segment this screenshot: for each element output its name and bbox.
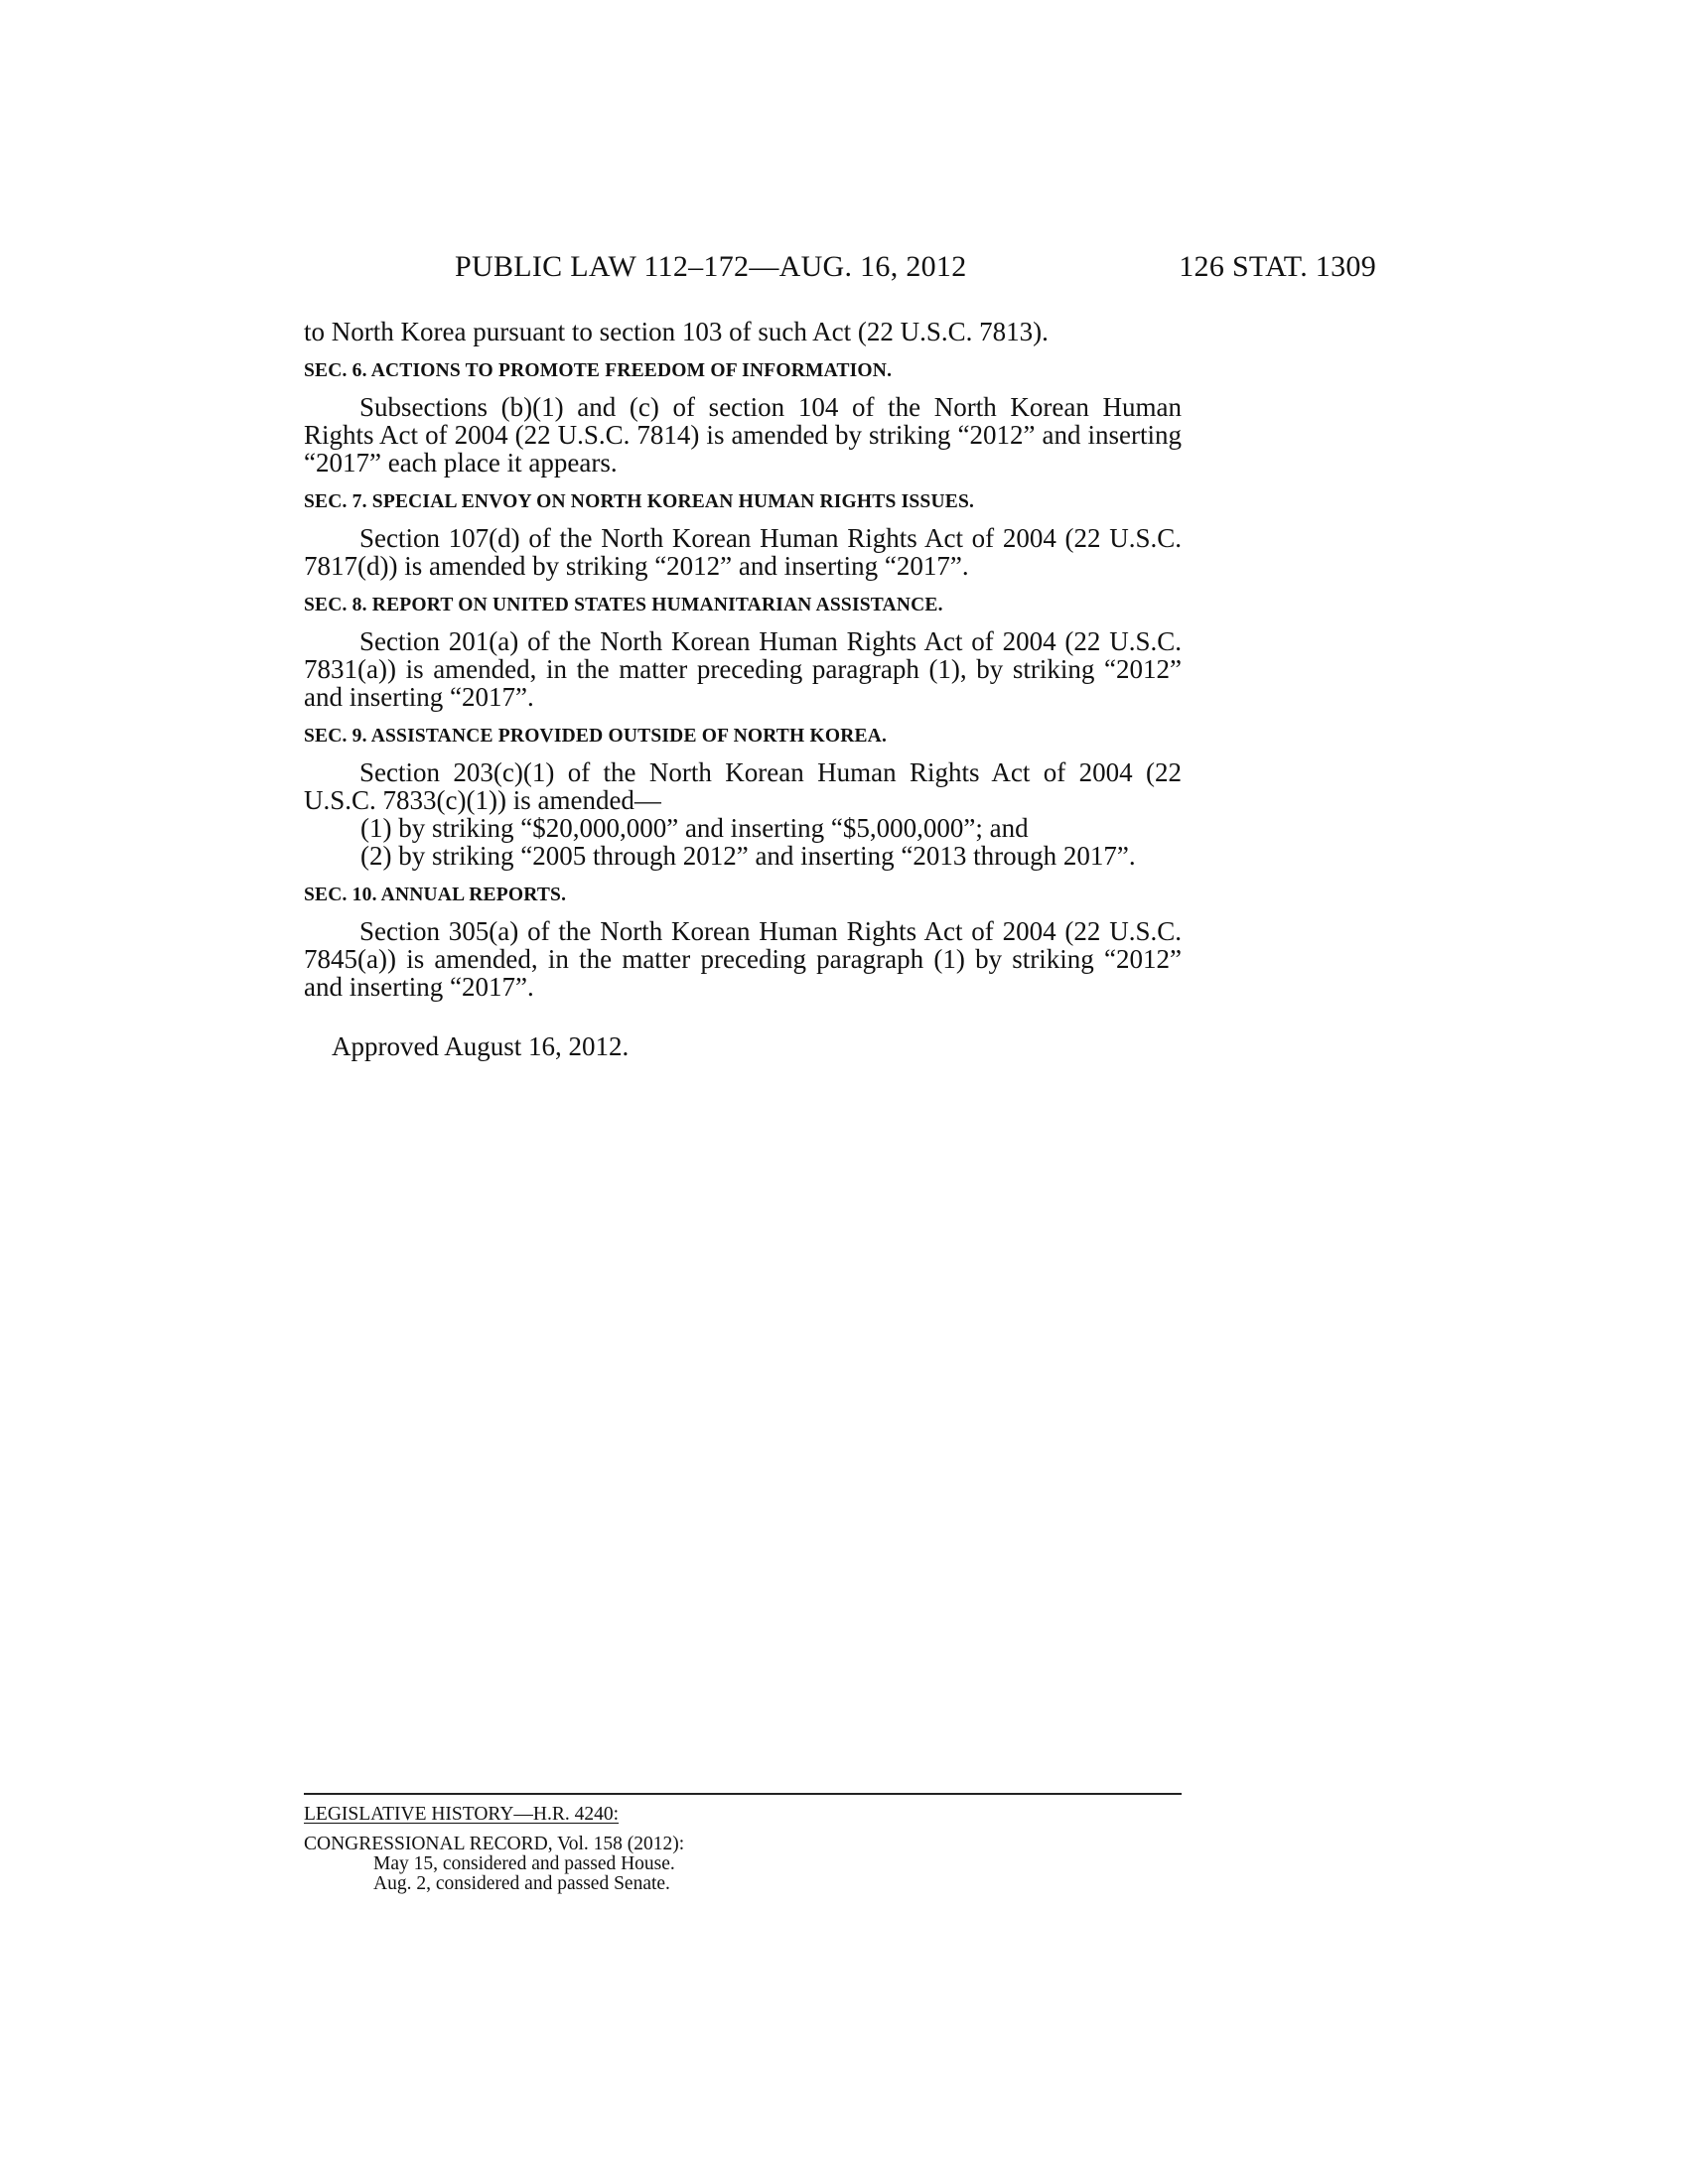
main-text-column bbox=[304, 318, 1182, 1060]
section-heading: SEC. 6. ACTIONS TO PROMOTE FREEDOM OF INFORMATION. bbox=[304, 360, 893, 381]
approval-date: Approved August 16, 2012. bbox=[332, 1031, 630, 1061]
legislative-history bbox=[304, 1805, 1182, 1894]
legislative-history-rule bbox=[304, 1793, 1182, 1795]
section-6 bbox=[304, 359, 1182, 477]
public-law-citation: PUBLIC LAW 112–172—AUG. 16, 2012 bbox=[455, 250, 967, 283]
legislative-history-title: LEGISLATIVE HISTORY—H.R. 4240: bbox=[304, 1804, 620, 1825]
congressional-record-line: CONGRESSIONAL RECORD, Vol. 158 (2012): bbox=[304, 1834, 685, 1854]
section-heading: SEC. 10. ANNUAL REPORTS. bbox=[304, 885, 567, 905]
history-entry: Aug. 2, considered and passed Senate. bbox=[373, 1873, 670, 1894]
statute-page-number: 126 STAT. 1309 bbox=[1179, 250, 1376, 283]
history-entry: May 15, considered and passed House. bbox=[373, 1853, 675, 1874]
section-text: Section 203(c)(1) of the North Korean Human Rights Act of 2004 (22 U.S.C. 7833(c)(1)) is amended— bbox=[304, 757, 1182, 815]
paragraph-item: (1) by striking “$20,000,000” and inserting “$5,000,000”; and bbox=[360, 813, 1029, 843]
running-header bbox=[455, 250, 1376, 290]
section-heading: SEC. 8. REPORT ON UNITED STATES HUMANITARIAN ASSISTANCE. bbox=[304, 595, 943, 615]
section-7 bbox=[304, 490, 1182, 580]
section-8 bbox=[304, 594, 1182, 711]
section-text: Section 305(a) of the North Korean Human Rights Act of 2004 (22 U.S.C. 7845(a)) is amended, in the matter preceding paragraph (1) by striking “2012” and inserting “2017”. bbox=[304, 916, 1182, 1002]
section-text: Section 107(d) of the North Korean Human Rights Act of 2004 (22 U.S.C. 7817(d)) is amended by striking “2012” and inserting “2017”. bbox=[304, 523, 1182, 581]
section-text: Subsections (b)(1) and (c) of section 104 of the North Korean Human Rights Act of 2004 (22 U.S.C. 7814) is amended by striking “2012” and inserting “2017” each place it appears. bbox=[304, 392, 1182, 478]
paragraph-item: (2) by striking “2005 through 2012” and inserting “2013 through 2017”. bbox=[360, 841, 1136, 871]
section-text: Section 201(a) of the North Korean Human Rights Act of 2004 (22 U.S.C. 7831(a)) is amended, in the matter preceding paragraph (1), by striking “2012” and inserting “2017”. bbox=[304, 626, 1182, 712]
section-10 bbox=[304, 884, 1182, 1001]
section-heading: SEC. 9. ASSISTANCE PROVIDED OUTSIDE OF NORTH KOREA. bbox=[304, 726, 888, 747]
section-heading: SEC. 7. SPECIAL ENVOY ON NORTH KOREAN HUMAN RIGHTS ISSUES. bbox=[304, 491, 975, 512]
section-9 bbox=[304, 725, 1182, 870]
carryover-paragraph: to North Korea pursuant to section 103 of such Act (22 U.S.C. 7813). bbox=[304, 317, 1049, 346]
